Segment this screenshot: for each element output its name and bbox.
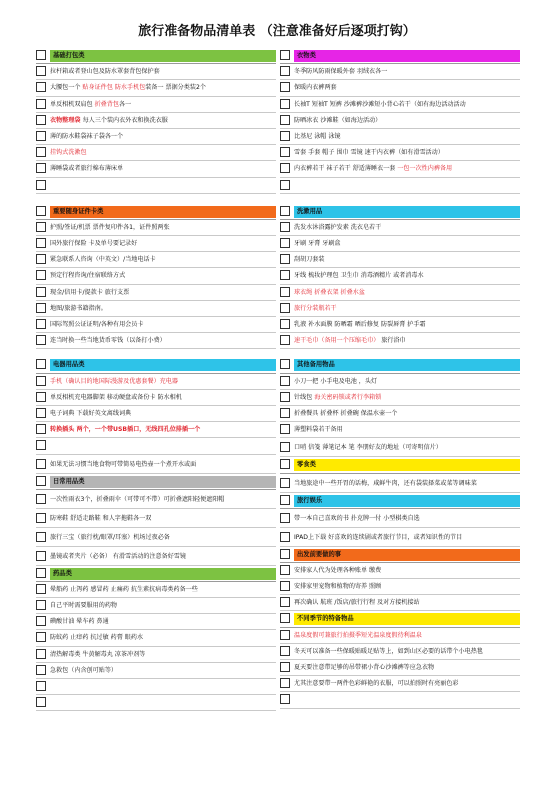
section-header-toiletries <box>280 204 520 220</box>
item-checkbox[interactable] <box>36 163 46 173</box>
item-text: 洗发水沐浴露护发素 洗衣皂若干 <box>294 223 382 231</box>
item-checkbox[interactable] <box>280 678 290 688</box>
item-text: 紧急联系人咨询（中英文）/当地电话卡 <box>50 256 156 264</box>
checklist-row <box>280 474 520 493</box>
checklist-row <box>280 438 520 457</box>
section-checkbox[interactable] <box>36 359 46 369</box>
item-checkbox[interactable] <box>36 222 46 232</box>
checklist-row <box>36 509 276 528</box>
checklist-row <box>280 301 520 317</box>
checklist-row <box>280 64 520 80</box>
section-header-snacks <box>280 457 520 473</box>
item-checkbox[interactable] <box>280 319 290 329</box>
item-checkbox[interactable] <box>280 335 290 345</box>
item-text: 如果无法习惯当地食物可带简易电热壶一个煮开水或面 <box>50 460 197 468</box>
item-checkbox[interactable] <box>280 180 290 190</box>
checklist-row <box>280 285 520 301</box>
checklist-row <box>36 406 276 422</box>
section-checkbox[interactable] <box>280 549 290 559</box>
item-checkbox[interactable] <box>280 254 290 264</box>
item-text: 碘酸甘油 晕车药 鼻通 <box>50 618 109 626</box>
section-header-medicine <box>36 566 276 582</box>
item-checkbox[interactable] <box>280 694 290 704</box>
item-checkbox[interactable] <box>280 376 290 386</box>
section-checkbox[interactable] <box>36 50 46 60</box>
item-checkbox[interactable] <box>36 180 46 190</box>
item-text: 牙刷 牙膏 牙刷盒 <box>294 240 341 248</box>
checklist-row <box>36 455 276 474</box>
item-text: 薄的防水鞋袋袜子袋各一个 <box>50 132 124 140</box>
item-checkbox[interactable] <box>36 147 46 157</box>
item-text: 针线包 海关密码锁或者行李箱锁 <box>294 393 382 401</box>
section-checkbox[interactable] <box>280 613 290 623</box>
item-checkbox[interactable] <box>36 254 46 264</box>
checklist-row <box>36 268 276 284</box>
item-text: 折叠餐具 折叠杯 折叠碗 保温水壶一个 <box>294 409 398 417</box>
item-text: 防蚊药 止痒药 抗过敏 药膏 眼药水 <box>50 634 144 642</box>
item-text: 带一本自己喜欢的书 扑克牌一付 小型棋类自选 <box>294 514 420 522</box>
item-checkbox[interactable] <box>36 697 46 707</box>
checklist-row <box>36 178 276 194</box>
item-text: 尤其注意要带一两件色彩鲜艳的衣服，可以拍照时有亮丽色彩 <box>294 680 459 688</box>
checklist-sheet <box>28 20 526 765</box>
item-text: 小刀一把 小手电及电池 ，头灯 <box>294 377 378 385</box>
section-header-docs <box>36 204 276 220</box>
item-text: 当地旅途中一些开胃的话梅，咸鲜牛肉，还有袋装择菜或菜等调味菜 <box>294 479 477 487</box>
item-text: 夏天要注意带足够的吊带裙小背心沙滩裤等应急衣物 <box>294 664 435 671</box>
item-checkbox[interactable] <box>36 287 46 297</box>
item-checkbox[interactable] <box>36 131 46 141</box>
checklist-row <box>36 614 276 630</box>
item-checkbox[interactable] <box>280 424 290 434</box>
item-text: 保暖内衣裤两套 <box>294 84 337 92</box>
item-checkbox[interactable] <box>280 646 290 656</box>
item-checkbox[interactable] <box>280 303 290 313</box>
checklist-row <box>280 628 520 644</box>
item-text: 预定行程咨询/住宿联络方式 <box>50 272 126 280</box>
item-checkbox[interactable] <box>280 597 290 607</box>
item-checkbox[interactable] <box>36 649 46 659</box>
item-text: 电子词典 下载好英文离线词典 <box>50 409 132 417</box>
checklist-row <box>36 598 276 614</box>
checklist-row <box>36 333 276 349</box>
item-checkbox[interactable] <box>280 478 290 488</box>
checklist-row <box>36 422 276 438</box>
checklist-row <box>280 406 520 422</box>
item-text: 旅行三宝（旅行枕/眼罩/耳塞）机场过夜必备 <box>50 533 170 541</box>
section-checkbox[interactable] <box>280 459 290 469</box>
checklist-row <box>280 660 520 676</box>
item-checkbox[interactable] <box>36 665 46 675</box>
checklist-row <box>280 595 520 611</box>
left-column <box>36 48 276 711</box>
item-checkbox[interactable] <box>280 442 290 452</box>
checklist-row <box>280 161 520 177</box>
item-text: 一次性雨衣3个，折叠雨伞（可带可不带）可折叠遮阳轻便遮阳帽 <box>50 495 225 503</box>
item-text: 拉杆箱或者登山包及防水罩套背包保护套 <box>50 68 160 76</box>
checklist-row <box>36 663 276 679</box>
item-text: 长袖T 短袖T 短裤 沙滩裤沙滩短小背心若干（如有海边活动活动 <box>294 100 466 108</box>
checklist-row <box>36 582 276 598</box>
checklist-row <box>280 692 520 708</box>
checklist-row <box>280 129 520 145</box>
item-checkbox[interactable] <box>280 99 290 109</box>
item-text: 护照/签证/机票 票件复印件各1，证件照两张 <box>50 223 170 231</box>
section-checkbox[interactable] <box>36 206 46 216</box>
item-checkbox[interactable] <box>36 532 46 542</box>
checklist-row <box>36 252 276 268</box>
item-text: 比基尼 泳帽 泳镜 <box>294 132 341 140</box>
checklist-row <box>36 647 276 663</box>
item-text: 冬天可以准备一些保暖贴暖足贴等上，如到山区必要的话带个小电热毯 <box>294 647 483 655</box>
checklist-row <box>36 490 276 509</box>
item-text: 乳液 补水面膜 防晒霜 晒后修复 防裂唇膏 护手霜 <box>294 321 426 328</box>
checklist-row <box>36 161 276 177</box>
item-text: 旅行分装瓶若干 <box>294 304 337 312</box>
checklist-row <box>36 374 276 390</box>
item-checkbox[interactable] <box>36 99 46 109</box>
item-checkbox[interactable] <box>280 408 290 418</box>
item-checkbox[interactable] <box>36 82 46 92</box>
item-checkbox[interactable] <box>280 581 290 591</box>
section-title: 电器用品类 <box>50 359 276 371</box>
item-text: 衣物整理袋 每人三个装内衣外衣和换洗衣服 <box>50 116 168 124</box>
checklist-row <box>36 113 276 129</box>
checklist-row <box>280 390 520 406</box>
section-title: 出发前要做的事 <box>294 549 520 561</box>
item-checkbox[interactable] <box>36 376 46 386</box>
item-checkbox[interactable] <box>280 565 290 575</box>
section-title: 旅行娱乐 <box>294 495 520 507</box>
checklist-row <box>280 676 520 692</box>
section-header-basic <box>36 48 276 64</box>
item-text: 防寒鞋 舒适走路鞋 和人字拖鞋各一双 <box>50 514 152 522</box>
section-title: 药品类 <box>50 568 276 580</box>
item-checkbox[interactable] <box>280 82 290 92</box>
item-text: 冬季防风防雨保暖外套 羽绒衣各一 <box>294 68 388 76</box>
item-text: 清热解毒类 牛黄解毒丸 凉茶冲剂等 <box>50 650 146 658</box>
checklist-row <box>280 145 520 161</box>
section-title: 日常用品类 <box>50 476 276 488</box>
item-checkbox[interactable] <box>36 632 46 642</box>
item-text: 口哨 信笺 薄笔记本 笔 李朋好友的地址（可寄明信片） <box>294 444 442 452</box>
checklist-row <box>280 268 520 284</box>
item-text: 薄塑料袋若干备用 <box>294 426 343 434</box>
section-header-clothing <box>280 48 520 64</box>
section-title: 零食类 <box>294 459 520 471</box>
item-text: 安排家人代为处理各种账单 缴费 <box>294 566 382 574</box>
checklist-row <box>36 630 276 646</box>
item-text: 墨镜或者夹片（必备） 有滑雪活动的注意备好雪镜 <box>50 552 186 560</box>
checklist-row <box>36 80 276 96</box>
item-checkbox[interactable] <box>36 440 46 450</box>
item-checkbox[interactable] <box>36 303 46 313</box>
item-checkbox[interactable] <box>36 335 46 345</box>
checklist-row <box>36 547 276 566</box>
section-header-seasons <box>280 611 520 627</box>
checklist-row <box>280 374 520 390</box>
item-text: 牙线 梳妆护理包 卫生巾 消毒酒精片 或者消毒水 <box>294 272 424 280</box>
checklist-row <box>36 679 276 695</box>
item-checkbox[interactable] <box>280 513 290 523</box>
item-checkbox[interactable] <box>280 115 290 125</box>
section-gap <box>280 194 520 204</box>
item-text: 速干毛巾（备用一个压缩毛巾） 旅行浴巾 <box>294 337 406 345</box>
item-text: 转换插头 两个，一个带USB插口，无线四孔位排插一个 <box>50 426 201 434</box>
item-text: 地图/旅游书籍指南。 <box>50 304 107 312</box>
section-title: 基础打包类 <box>50 50 276 62</box>
checklist-row <box>36 220 276 236</box>
item-checkbox[interactable] <box>280 66 290 76</box>
item-text: 再次确认 航班 /饭店/旅行行程 及对方接机接站 <box>294 599 420 607</box>
checklist-row <box>36 438 276 454</box>
item-checkbox[interactable] <box>36 424 46 434</box>
checklist-row <box>280 317 520 333</box>
page-title: 旅行准备物品清单表 （注意准备好后逐项打钩） <box>138 24 416 39</box>
item-checkbox[interactable] <box>280 238 290 248</box>
item-text: 安排家里宠物和植物的寄养 照顾 <box>294 583 382 591</box>
item-text: 防晒冰衣 沙滩鞋（如海边活动） <box>294 116 382 124</box>
checklist-row <box>280 579 520 595</box>
checklist-row <box>280 333 520 349</box>
checklist-row <box>36 285 276 301</box>
checklist-row <box>36 145 276 161</box>
item-checkbox[interactable] <box>36 551 46 561</box>
item-checkbox[interactable] <box>36 319 46 329</box>
checklist-row <box>280 236 520 252</box>
item-checkbox[interactable] <box>36 494 46 504</box>
item-text: 雪套 手套 帽子 围巾 雪镜 速干内衣裤（如有滑雪活动） <box>294 149 444 157</box>
right-column <box>280 48 520 709</box>
checklist-row <box>36 97 276 113</box>
item-checkbox[interactable] <box>36 392 46 402</box>
checklist-row <box>36 317 276 333</box>
checklist-row <box>280 220 520 236</box>
item-checkbox[interactable] <box>36 270 46 280</box>
item-text: 单反相机双肩包 折叠背包各一 <box>50 100 132 108</box>
item-checkbox[interactable] <box>280 392 290 402</box>
item-checkbox[interactable] <box>280 147 290 157</box>
section-gap <box>36 194 276 204</box>
section-checkbox[interactable] <box>280 495 290 505</box>
section-gap <box>280 349 520 357</box>
section-checkbox[interactable] <box>36 476 46 486</box>
section-title: 其他备用物品 <box>294 359 520 371</box>
item-checkbox[interactable] <box>280 532 290 542</box>
section-checkbox[interactable] <box>280 50 290 60</box>
item-checkbox[interactable] <box>280 222 290 232</box>
checklist-row <box>280 252 520 268</box>
item-text: 自己平时需要服用的药物 <box>50 602 118 610</box>
checklist-row <box>36 64 276 80</box>
section-title: 重要随身证件卡类 <box>50 206 276 218</box>
checklist-row <box>280 80 520 96</box>
section-header-entertainment <box>280 493 520 509</box>
item-text: 大腰包一个 贴身证件包 防水手机包装备一 票据分类装2个 <box>50 84 206 92</box>
checklist-row <box>280 422 520 438</box>
item-text: 急救包（内含创可贴等） <box>50 666 118 674</box>
checklist-row <box>280 528 520 547</box>
checklist-row <box>36 236 276 252</box>
item-checkbox[interactable] <box>36 408 46 418</box>
item-checkbox[interactable] <box>36 600 46 610</box>
item-text: 连当时换一些当地货币零钱（以备打小费） <box>50 337 166 345</box>
checklist-row <box>280 178 520 194</box>
item-checkbox[interactable] <box>280 131 290 141</box>
section-checkbox[interactable] <box>280 206 290 216</box>
item-checkbox[interactable] <box>36 238 46 248</box>
section-checkbox[interactable] <box>280 359 290 369</box>
section-header-before <box>280 547 520 563</box>
item-text: 内衣裤若干 袜子若干 舒适薄睡衣一套 一包一次性内裤备用 <box>294 165 453 173</box>
checklist-row <box>280 563 520 579</box>
item-text: 温泉度假可兼旅行拍摄季短光温泉度假待利温泉 <box>294 631 422 639</box>
item-checkbox[interactable] <box>36 66 46 76</box>
item-text: 球衣绳 折叠衣架 折叠水盆 <box>294 288 365 296</box>
item-checkbox[interactable] <box>280 287 290 297</box>
checklist-row <box>280 113 520 129</box>
section-title: 衣物类 <box>294 50 520 62</box>
item-checkbox[interactable] <box>36 616 46 626</box>
item-text: 现金/信用卡/提款卡 旅行支票 <box>50 288 130 296</box>
checklist-row <box>36 390 276 406</box>
item-text: 薄睡袋或者旅行棉布薄床单 <box>50 165 124 173</box>
section-gap <box>36 349 276 357</box>
section-header-daily <box>36 474 276 490</box>
section-header-other <box>280 357 520 373</box>
item-checkbox[interactable] <box>280 630 290 640</box>
item-text: 挂钩式洗漱包 <box>50 149 87 157</box>
checklist-row <box>36 301 276 317</box>
section-title: 洗漱用品 <box>294 206 520 218</box>
item-text: 国际驾照公证证明/各种有用会员卡 <box>50 321 144 328</box>
checklist-row <box>36 528 276 547</box>
item-checkbox[interactable] <box>36 584 46 594</box>
checklist-row <box>36 129 276 145</box>
item-text: 单反相机充电器脚架 移动硬盘或备份卡 防水相机 <box>50 393 182 401</box>
item-checkbox[interactable] <box>36 459 46 469</box>
item-checkbox[interactable] <box>280 270 290 280</box>
checklist-row <box>36 695 276 711</box>
checklist-row <box>280 97 520 113</box>
item-checkbox[interactable] <box>36 513 46 523</box>
checklist-row <box>280 644 520 660</box>
item-checkbox[interactable] <box>36 115 46 125</box>
item-checkbox[interactable] <box>280 662 290 672</box>
item-checkbox[interactable] <box>280 163 290 173</box>
item-text: 晕船药 止泻药 感冒药 止痛药 抗生素抗病毒类药备一些 <box>50 585 198 593</box>
checklist-row <box>280 509 520 528</box>
item-text: 刮胡刀套装 <box>294 256 325 264</box>
item-text: 国外旅行保险 卡及单号要记录好 <box>50 240 138 248</box>
item-text: IPAD上下载 好喜欢的连续剧或者旅行节目，或者知识性的节目 <box>294 533 463 541</box>
section-title: 不同季节的特备物品 <box>294 613 520 625</box>
item-checkbox[interactable] <box>36 681 46 691</box>
item-text: 手机（确认目的地国际漫游及优惠套餐）充电器 <box>50 377 178 385</box>
section-header-electronics <box>36 357 276 373</box>
section-checkbox[interactable] <box>36 568 46 578</box>
